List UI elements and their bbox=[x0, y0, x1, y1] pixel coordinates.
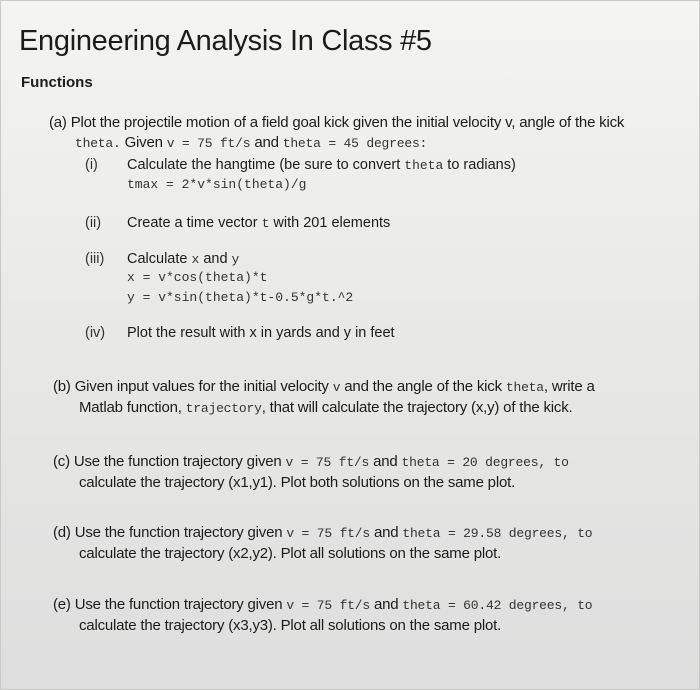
velocity-code: v = 75 ft/s bbox=[285, 455, 370, 470]
sub-item-number: (iii) bbox=[85, 251, 105, 267]
sub-item-i bbox=[85, 155, 516, 176]
part-b-line-1 bbox=[53, 377, 683, 398]
part-b bbox=[53, 377, 683, 419]
part-c-line-2: calculate the trajectory (x1,y1). Plot both solutions on the same plot. bbox=[79, 474, 516, 491]
angle-code: theta = 20 degrees, to bbox=[401, 455, 569, 470]
part-d-line-1 bbox=[53, 523, 683, 544]
angle-code: theta = 45 degrees: bbox=[282, 136, 428, 151]
part-c bbox=[53, 452, 683, 493]
part-b-line-2 bbox=[53, 398, 683, 419]
sub-item-number: (iv) bbox=[85, 325, 106, 341]
velocity-code: v = 75 ft/s bbox=[286, 526, 370, 541]
sub-item-number: (i) bbox=[85, 157, 98, 173]
part-d-line-2: calculate the trajectory (x2,y2). Plot all solutions on the same plot. bbox=[79, 545, 502, 562]
part-d-text: and bbox=[369, 524, 403, 541]
sub-item-text: Calculate bbox=[127, 251, 192, 267]
velocity-code: v = 75 ft/s bbox=[166, 136, 251, 151]
angle-code: theta = 60.42 degrees, to bbox=[402, 598, 593, 613]
sub-item-text: Plot the result with x in yards and y in feet bbox=[127, 325, 395, 341]
part-a bbox=[49, 113, 689, 154]
theta-code: theta bbox=[505, 380, 544, 395]
part-e-text: (e) Use the function trajectory given bbox=[53, 596, 287, 613]
part-b-text: , write a bbox=[543, 378, 595, 395]
part-c-line-1 bbox=[53, 452, 683, 473]
y-formula: y = v*sin(theta)*t-0.5*g*t.^2 bbox=[127, 290, 354, 305]
sub-item-text: Calculate the hangtime (be sure to convert bbox=[127, 157, 405, 173]
part-a-line-2 bbox=[49, 133, 689, 154]
x-code: x bbox=[191, 252, 200, 267]
theta-code: theta. bbox=[75, 136, 121, 151]
sub-item-text: and bbox=[199, 251, 232, 267]
part-a-text: and bbox=[250, 134, 283, 151]
section-heading: Functions bbox=[21, 74, 93, 91]
sub-item-number: (ii) bbox=[85, 215, 102, 231]
theta-code: theta bbox=[404, 158, 444, 173]
sub-item-text: with 201 elements bbox=[269, 215, 391, 231]
velocity-code: v bbox=[332, 380, 341, 395]
part-a-text: Given bbox=[120, 134, 167, 151]
function-name-code: trajectory bbox=[185, 401, 262, 416]
part-d bbox=[53, 523, 683, 564]
time-vector-code: t bbox=[261, 216, 270, 231]
part-e-line-1 bbox=[53, 595, 683, 616]
part-e-line-2: calculate the trajectory (x3,y3). Plot all solutions on the same plot. bbox=[79, 617, 502, 634]
x-formula: x = v*cos(theta)*t bbox=[127, 270, 268, 285]
part-e bbox=[53, 595, 683, 636]
part-b-text: (b) Given input values for the initial velocity bbox=[53, 378, 333, 395]
page-title: Engineering Analysis In Class #5 bbox=[19, 25, 432, 57]
sub-item-iii bbox=[85, 249, 239, 270]
part-d-text: (d) Use the function trajectory given bbox=[53, 524, 287, 541]
angle-code: theta = 29.58 degrees, to bbox=[402, 526, 593, 541]
hangtime-formula: tmax = 2*v*sin(theta)/g bbox=[127, 177, 307, 192]
part-b-text: , that will calculate the trajectory (x,y) of the kick. bbox=[261, 399, 573, 416]
part-b-text: and the angle of the kick bbox=[340, 378, 506, 395]
y-code: y bbox=[231, 252, 240, 267]
sub-item-ii bbox=[85, 213, 390, 234]
velocity-code: v = 75 ft/s bbox=[286, 598, 370, 613]
sub-item-text: Create a time vector bbox=[127, 215, 262, 231]
sub-item-text: to radians) bbox=[443, 157, 516, 173]
part-a-line-1: (a) Plot the projectile motion of a field goal kick given the initial velocity v, angle of the kick bbox=[49, 114, 625, 131]
part-c-text: (c) Use the function trajectory given bbox=[53, 453, 286, 470]
part-e-text: and bbox=[369, 596, 403, 613]
part-b-text: Matlab function, bbox=[79, 399, 186, 416]
sub-item-iv bbox=[85, 323, 395, 343]
part-c-text: and bbox=[369, 453, 402, 470]
